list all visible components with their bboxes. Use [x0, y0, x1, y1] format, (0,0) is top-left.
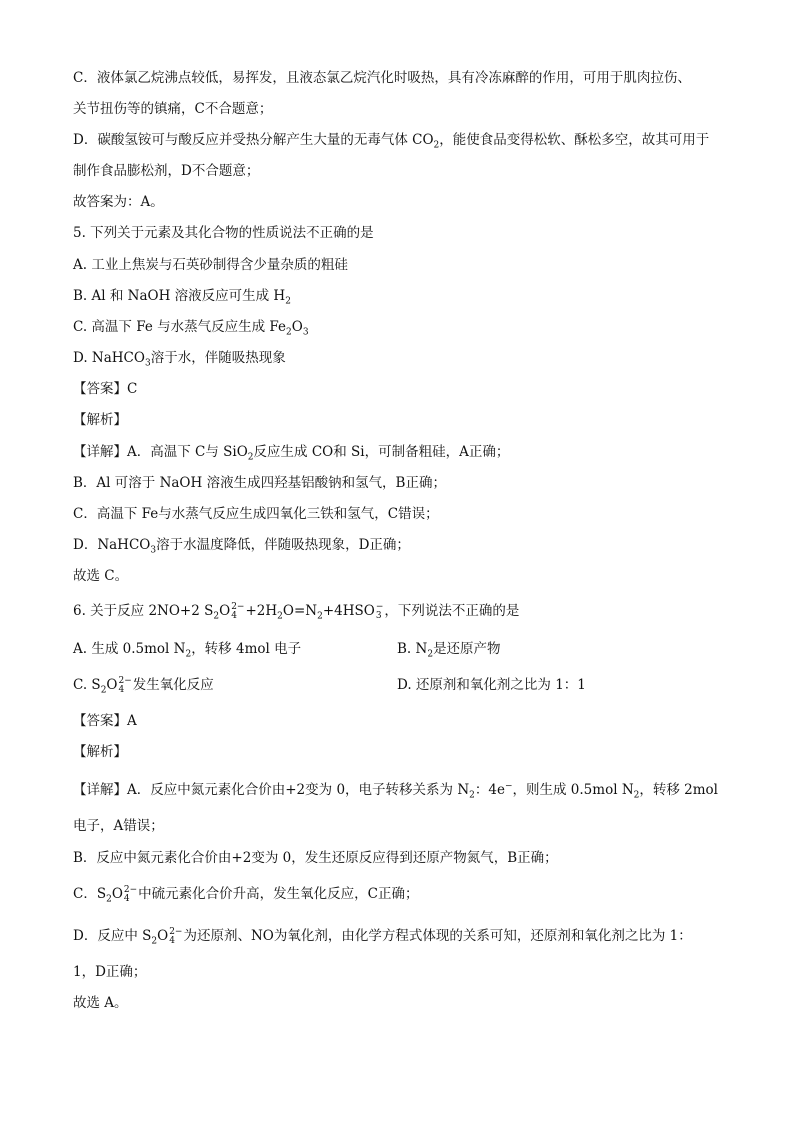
- text-line: 【详解】A．高温下 C与 SiO$_2$反应生成 CO和 Si，可制备粗硅，A正确；: [73, 444, 510, 463]
- question-5: 5. 下列关于元素及其化合物的性质说法不正确的是: [73, 225, 374, 241]
- text-line: B．反应中氮元素化合价由+2变为 0，发生还原反应得到还原产物氮气，B正确；: [73, 850, 558, 866]
- answer-label: 【答案】C: [73, 381, 138, 397]
- text-line: D．反应中 $S_2O$ 2− 4 为还原剂、NO为氧化剂，由化学方程式体现的关系可知，还原剂和氧化剂之比为 1：: [73, 926, 692, 947]
- option-c: C. $S_2O$ 2− 4 发生氧化反应: [73, 675, 214, 696]
- text-line: 制作食品膨松剂，D不合题意；: [73, 163, 260, 179]
- option-a: A. 生成 0.5mol $N_2$，转移 4mol 电子: [73, 641, 302, 660]
- text-line: 故选 A。: [73, 995, 128, 1011]
- option-c: C. 高温下 Fe 与水蒸气反应生成 $Fe_2O_3$: [73, 319, 309, 338]
- answer-label: 【答案】A: [73, 713, 137, 729]
- analysis-label: 【解析】: [73, 744, 127, 760]
- option-d: D. NaHCO$_3$溶于水，伴随吸热现象: [73, 350, 286, 369]
- option-b: B. Al 和 NaOH 溶液反应可生成 $H_2$: [73, 288, 291, 307]
- text-line: C．高温下 Fe与水蒸气反应生成四氧化三铁和氢气，C错误；: [73, 506, 439, 522]
- text-line: 1，D正确；: [73, 964, 147, 980]
- text-line: 关节扭伤等的镇痛，C不合题意；: [73, 101, 273, 117]
- text-line: 【详解】A．反应中氮元素化合价由+2变为 0，电子转移关系为 $N_2$：4e−，则生成 0.5mol $N_2$，转移 2mol: [73, 781, 719, 801]
- option-b: B. $N_2$是还原产物: [397, 641, 501, 660]
- text-line: 电子，A错误；: [73, 818, 164, 834]
- question-6: 6. 关于反应 2NO+2 $S_2O$ 2− 4 $+2H_2O=N_2+4HSO$ − 3 ，下列说法不正确的是: [73, 601, 520, 622]
- text-line: 故选 C。: [73, 568, 129, 584]
- text-line: D．碳酸氢铵可与酸反应并受热分解产生大量的无毒气体 $CO_2$，能使食品变得松软、酥松多空，故其可用于: [73, 132, 710, 151]
- text-line: 故答案为：A。: [73, 194, 164, 210]
- text-line: C．液体氯乙烷沸点较低，易挥发，且液态氯乙烷汽化时吸热，具有冷冻麻醉的作用，可用于肌肉拉伤、: [73, 70, 691, 86]
- option-d: D. 还原剂和氧化剂之比为 1：1: [397, 677, 586, 693]
- text-line: C．$S_2O$ 2− 4 中硫元素化合价升高，发生氧化反应，C正确；: [73, 884, 419, 905]
- analysis-label: 【解析】: [73, 412, 127, 428]
- text-line: B．Al 可溶于 NaOH 溶液生成四羟基铝酸钠和氢气，B正确；: [73, 475, 446, 491]
- text-line: D．NaHCO$_3$溶于水温度降低，伴随吸热现象，D正确；: [73, 537, 410, 556]
- option-a: A. 工业上焦炭与石英砂制得含少量杂质的粗硅: [73, 257, 348, 273]
